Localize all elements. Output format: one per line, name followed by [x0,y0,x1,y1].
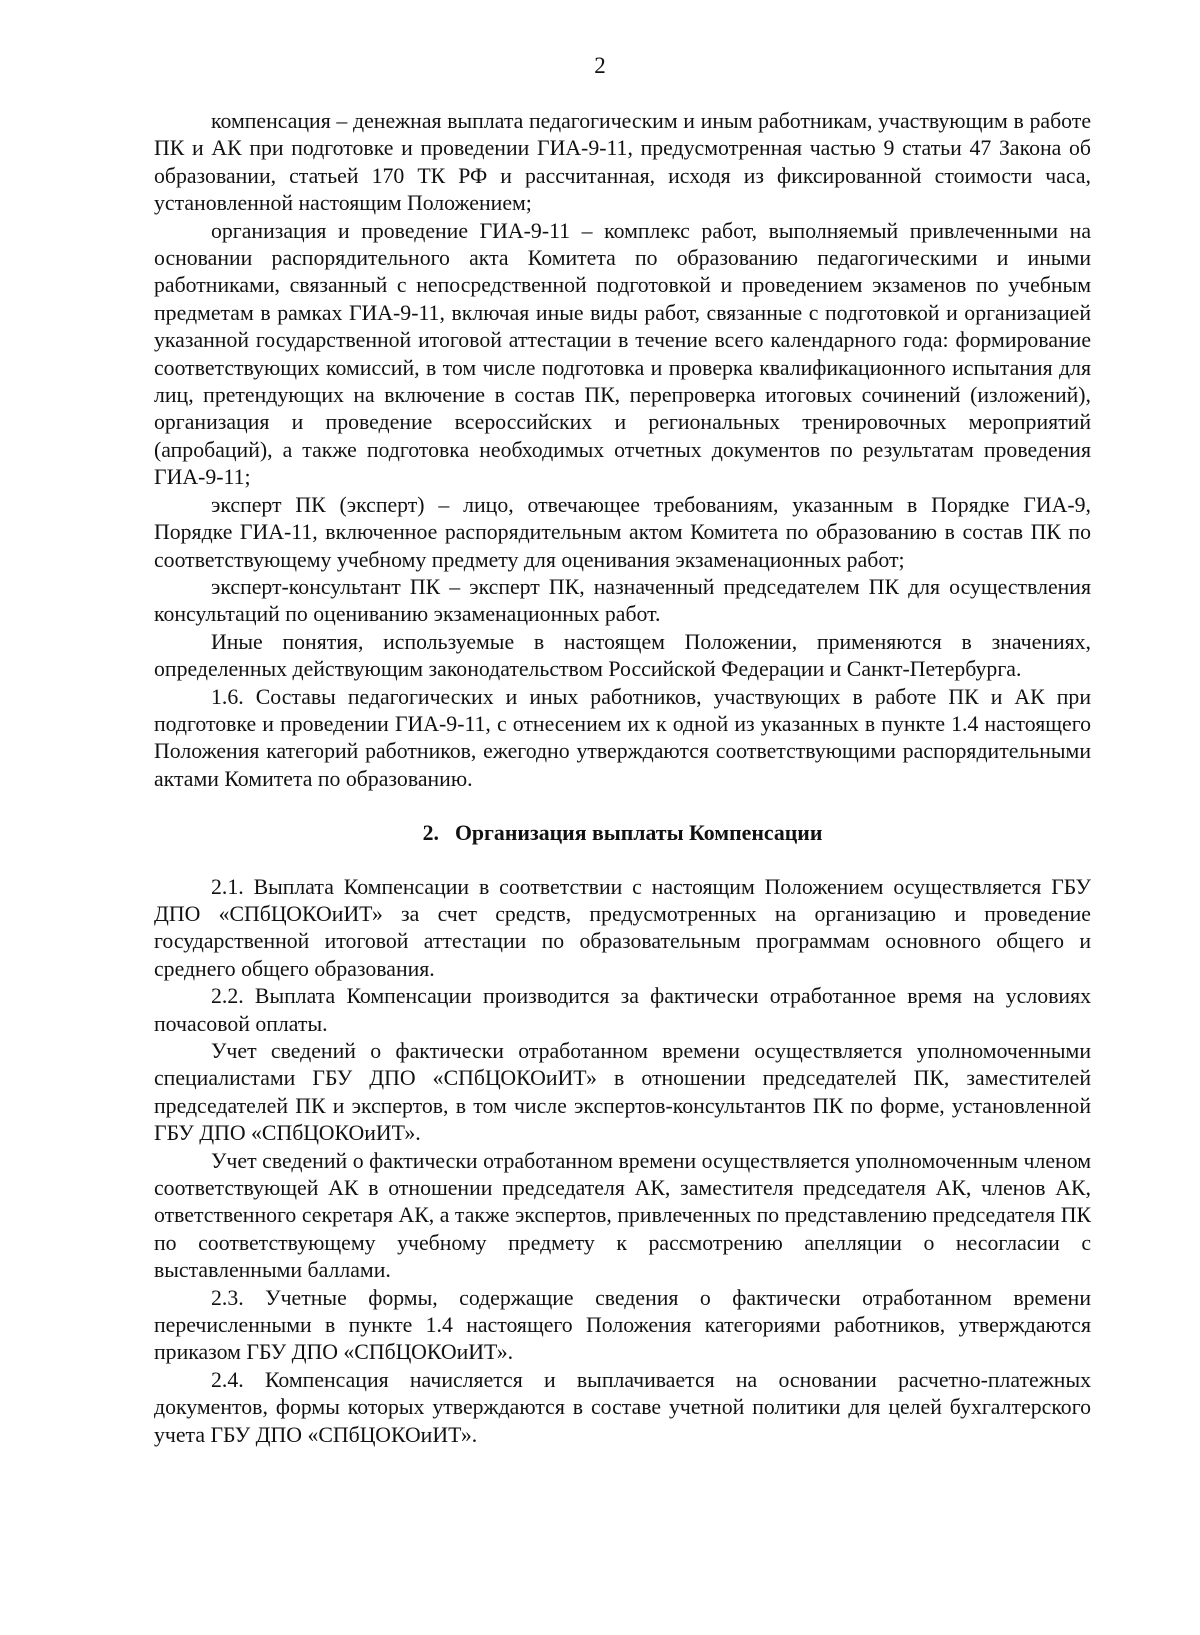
paragraph-organization-definition: организация и проведение ГИА-9-11 – комплекс работ, выполняемый привлеченными на основании распорядительного акта Комитета по образованию педагогическими и иными работниками, связанный с непосредственной подготовкой и проведением экзаменов по учебным предметам в рамках ГИА-9-11, включая иные виды работ, связанные с подготовкой и организацией указанной государственной итоговой аттестации в течение всего календарного года: формирование соответствующих комиссий, в том числе подготовка и проверка квалификационного испытания для лиц, претендующих на включение в состав ПК, перепроверка итоговых сочинений (изложений), организация и проведение всероссийских и региональных тренировочных мероприятий (апробаций), а также подготовка необходимых отчетных документов по результатам проведения ГИА-9-11; [154,218,1091,490]
paragraph-clause-2-1: 2.1. Выплата Компенсации в соответствии с настоящим Положением осуществляется ГБУ ДПО «СПбЦОКОиИТ» за счет средств, предусмотренных на организацию и проведение государственной итоговой аттестации по образовательным программам основного общего и среднего общего образования. [154,874,1091,981]
section-2-number: 2. [422,821,439,846]
section-2-heading [154,820,1091,847]
paragraph-clause-2-2: 2.2. Выплата Компенсации производится за фактически отработанное время на условиях почасовой оплаты. [154,984,1091,1036]
paragraph-accounting-ak: Учет сведений о фактически отработанном времени осуществляется уполномоченным членом соответствующей АК в отношении председателя АК, заместителя председателя АК, членов АК, ответственного секретаря АК, а также экспертов, привлеченных по представлению председателя ПК по соответствующему учебному предмету к рассмотрению апелляции о несогласии с выставленными баллами. [154,1148,1091,1283]
paragraph-compensation-definition: компенсация – денежная выплата педагогическим и иным работникам, участвующим в работе ПК и АК при подготовке и проведении ГИА-9-11, предусмотренная частью 9 статьи 47 Закона об образовании, статьей 170 ТК РФ и рассчитанная, исходя из фиксированной стоимости часа, установленной настоящим Положением; [154,109,1091,216]
paragraph-accounting-pk: Учет сведений о фактически отработанном времени осуществляется уполномоченными специалистами ГБУ ДПО «СПбЦОКОиИТ» в отношении председателей ПК, заместителей председателей ПК и экспертов, в том числе экспертов-консультантов ПК по форме, установленной ГБУ ДПО «СПбЦОКОиИТ». [154,1039,1091,1146]
page-number: 2 [594,53,606,78]
paragraph-clause-2-4: 2.4. Компенсация начисляется и выплачивается на основании расчетно-платежных документов, формы которых утверждаются в составе учетной политики для целей бухгалтерского учета ГБУ ДПО «СПбЦОКОиИТ». [154,1367,1091,1447]
section-2-title: Организация выплаты Компенсации [454,821,823,846]
paragraph-other-terms: Иные понятия, используемые в настоящем Положении, применяются в значениях, определенных действующим законодательством Российской Федерации и Санкт-Петербурга. [154,629,1091,682]
paragraph-expert-definition: эксперт ПК (эксперт) – лицо, отвечающее требованиям, указанным в Порядке ГИА-9, Порядке ГИА-11, включенное распорядительным актом Комитета по образованию в состав ПК по соответствующему учебному предмету для оценивания экзаменационных работ; [154,492,1091,572]
paragraph-clause-1-6: 1.6. Составы педагогических и иных работников, участвующих в работе ПК и АК при подготовке и проведении ГИА-9-11, с отнесением их к одной из указанных в пункте 1.4 настоящего Положения категорий работников, ежегодно утверждаются соответствующими распорядительными актами Комитета по образованию. [154,684,1091,791]
page-content [154,108,1091,1449]
paragraph-clause-2-3: 2.3. Учетные формы, содержащие сведения о фактически отработанном времени перечисленными в пункте 1.4 настоящего Положения категориями работников, утверждаются приказом ГБУ ДПО «СПбЦОКОиИТ». [154,1285,1091,1365]
paragraph-expert-consultant-definition: эксперт-консультант ПК – эксперт ПК, назначенный председателем ПК для осуществления консультаций по оцениванию экзаменационных работ. [154,574,1091,627]
